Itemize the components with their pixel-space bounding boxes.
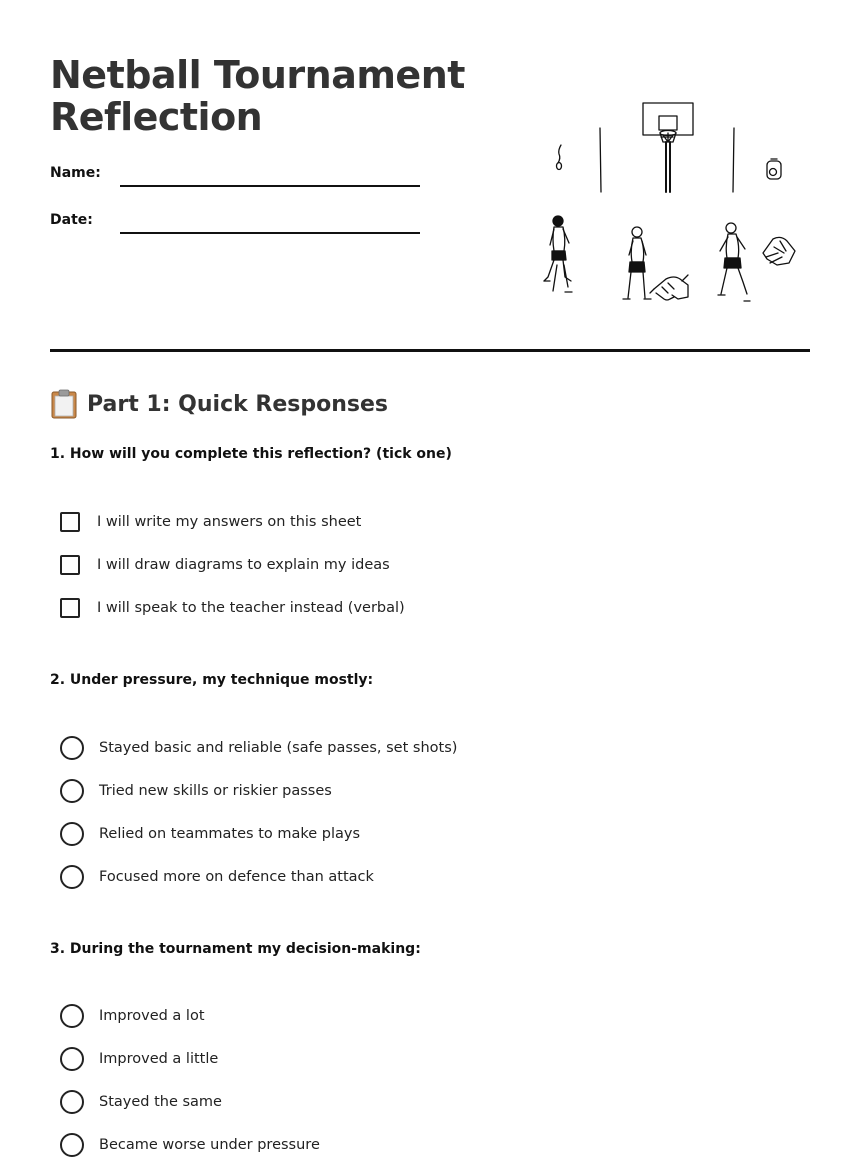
q3-option-4[interactable] <box>60 1133 320 1157</box>
checkbox[interactable] <box>60 512 80 532</box>
radio-button[interactable] <box>60 1090 84 1114</box>
part1-heading <box>50 388 388 420</box>
q3-option-1[interactable] <box>60 1004 205 1028</box>
option-label: Improved a little <box>99 1051 219 1067</box>
option-label: I will write my answers on this sheet <box>97 514 362 530</box>
q2-option-1[interactable] <box>60 736 457 760</box>
radio-button[interactable] <box>60 1133 84 1157</box>
court-line-icon <box>733 128 734 192</box>
part1-heading-text: Part 1: Quick Responses <box>87 391 388 417</box>
handshake-icon <box>763 237 795 265</box>
option-label: I will draw diagrams to explain my ideas <box>97 557 390 573</box>
checkbox[interactable] <box>60 598 80 618</box>
whistle-icon <box>557 145 562 170</box>
handshake-icon <box>650 275 688 300</box>
radio-button[interactable] <box>60 865 84 889</box>
option-label: Became worse under pressure <box>99 1137 320 1153</box>
radio-button[interactable] <box>60 822 84 846</box>
page-title: Netball Tournament Reflection <box>50 53 465 139</box>
player-walking-icon <box>718 223 750 301</box>
option-label: Focused more on defence than attack <box>99 869 374 885</box>
date-field[interactable] <box>50 212 420 236</box>
option-label: Stayed the same <box>99 1094 222 1110</box>
player-standing-icon <box>623 227 651 299</box>
timer-icon <box>767 159 781 179</box>
name-input-line[interactable] <box>120 185 420 187</box>
q1-option-1[interactable] <box>60 510 361 534</box>
q1-option-2[interactable] <box>60 553 390 577</box>
radio-button[interactable] <box>60 1047 84 1071</box>
player-walking-icon <box>544 216 572 292</box>
option-label: Tried new skills or riskier passes <box>99 783 332 799</box>
question-3: 3. During the tournament my decision-making: <box>50 941 421 957</box>
name-field[interactable] <box>50 165 420 189</box>
q2-option-2[interactable] <box>60 779 332 803</box>
date-input-line[interactable] <box>120 232 420 234</box>
clipboard-icon <box>50 389 78 419</box>
q3-option-3[interactable] <box>60 1090 222 1114</box>
q1-option-3[interactable] <box>60 596 405 620</box>
basketball-hoop-icon <box>643 103 693 192</box>
date-label: Date: <box>50 212 93 228</box>
option-label: Improved a lot <box>99 1008 205 1024</box>
option-label: Relied on teammates to make plays <box>99 826 361 842</box>
q3-option-2[interactable] <box>60 1047 218 1071</box>
radio-button[interactable] <box>60 1004 84 1028</box>
option-label: Stayed basic and reliable (safe passes, set shots) <box>99 740 458 756</box>
question-2: 2. Under pressure, my technique mostly: <box>50 672 374 688</box>
court-line-icon <box>600 128 601 192</box>
option-label: I will speak to the teacher instead (verbal) <box>97 600 405 616</box>
header-divider <box>50 349 810 352</box>
name-label: Name: <box>50 165 101 181</box>
q2-option-4[interactable] <box>60 865 374 889</box>
radio-button[interactable] <box>60 779 84 803</box>
q2-option-3[interactable] <box>60 822 360 846</box>
question-1: 1. How will you complete this reflection? (tick one) <box>50 446 452 462</box>
checkbox[interactable] <box>60 555 80 575</box>
radio-button[interactable] <box>60 736 84 760</box>
netball-illustration <box>530 95 800 315</box>
